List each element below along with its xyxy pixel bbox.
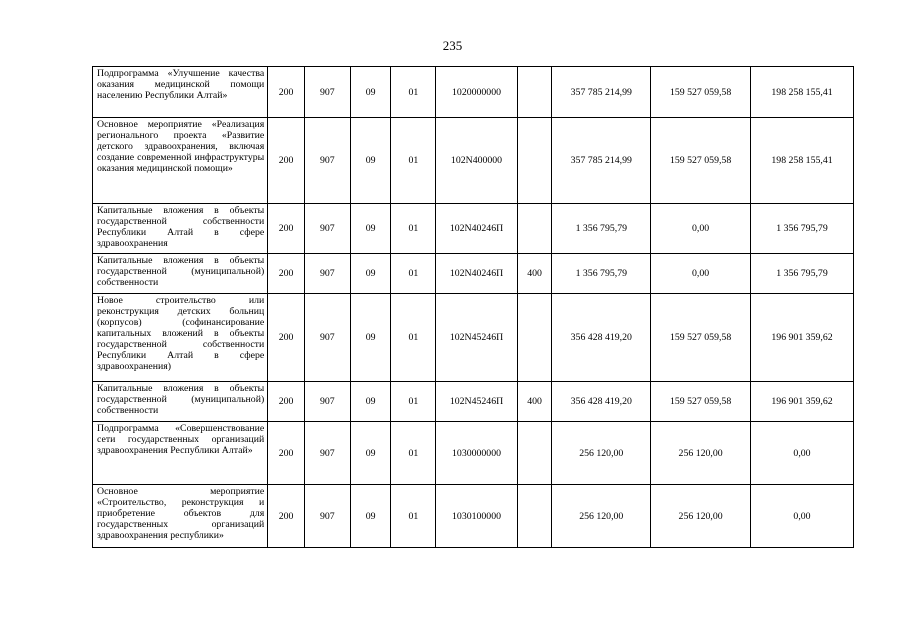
row-name-cell: Капитальные вложения в объекты государственной (муниципальной) собственности xyxy=(93,254,268,294)
table-row xyxy=(93,254,854,294)
table-row xyxy=(93,204,854,254)
col-2-cell: 907 xyxy=(304,485,350,548)
table-row xyxy=(93,294,854,382)
page-number: 235 xyxy=(442,38,463,53)
table-row xyxy=(93,422,854,485)
col-4-cell: 01 xyxy=(391,422,436,485)
col-2-cell: 907 xyxy=(304,204,350,254)
row-name-cell: Новое строительство или реконструкция детских больниц (корпусов) (софинансирование капитальных вложений в объекты государственной собственности Республики Алтай в сфере здравоохранения) xyxy=(93,294,268,382)
col-4-cell: 01 xyxy=(391,254,436,294)
type-cell xyxy=(517,67,552,118)
col-1-cell: 200 xyxy=(268,422,305,485)
budget-table xyxy=(92,66,854,548)
row-name-cell: Основное мероприятие «Строительство, реконструкция и приобретение объектов для государственных организаций здравоохранения республики» xyxy=(93,485,268,548)
code-cell: 102N45246П xyxy=(436,294,517,382)
table-row xyxy=(93,67,854,118)
code-cell: 1020000000 xyxy=(436,67,517,118)
col-4-cell: 01 xyxy=(391,67,436,118)
value-2-cell: 1 356 795,79 xyxy=(751,254,854,294)
code-cell: 102N40246П xyxy=(436,254,517,294)
value-2-cell: 198 258 155,41 xyxy=(751,67,854,118)
value-2-cell: 196 901 359,62 xyxy=(751,382,854,422)
col-1-cell: 200 xyxy=(268,67,305,118)
row-name-cell: Капитальные вложения в объекты государственной собственности Республики Алтай в сфере здравоохранения xyxy=(93,204,268,254)
code-cell: 1030100000 xyxy=(436,485,517,548)
code-cell: 1030000000 xyxy=(436,422,517,485)
type-cell xyxy=(517,422,552,485)
table-row xyxy=(93,118,854,204)
value-1-cell: 256 120,00 xyxy=(651,485,751,548)
type-cell xyxy=(517,485,552,548)
table-row xyxy=(93,382,854,422)
value-1-cell: 256 120,00 xyxy=(651,422,751,485)
col-2-cell: 907 xyxy=(304,118,350,204)
col-3-cell: 09 xyxy=(350,254,391,294)
total-cell: 1 356 795,79 xyxy=(552,254,651,294)
col-2-cell: 907 xyxy=(304,254,350,294)
value-1-cell: 159 527 059,58 xyxy=(651,294,751,382)
type-cell xyxy=(517,294,552,382)
value-1-cell: 0,00 xyxy=(651,254,751,294)
code-cell: 102N40246П xyxy=(436,204,517,254)
col-3-cell: 09 xyxy=(350,422,391,485)
table-row xyxy=(93,485,854,548)
total-cell: 356 428 419,20 xyxy=(552,294,651,382)
value-1-cell: 159 527 059,58 xyxy=(651,118,751,204)
col-4-cell: 01 xyxy=(391,294,436,382)
col-3-cell: 09 xyxy=(350,204,391,254)
value-1-cell: 159 527 059,58 xyxy=(651,67,751,118)
value-2-cell: 198 258 155,41 xyxy=(751,118,854,204)
col-3-cell: 09 xyxy=(350,485,391,548)
col-1-cell: 200 xyxy=(268,204,305,254)
col-2-cell: 907 xyxy=(304,67,350,118)
type-cell xyxy=(517,118,552,204)
col-3-cell: 09 xyxy=(350,67,391,118)
code-cell: 102N45246П xyxy=(436,382,517,422)
col-4-cell: 01 xyxy=(391,204,436,254)
total-cell: 1 356 795,79 xyxy=(552,204,651,254)
row-name-cell: Капитальные вложения в объекты государственной (муниципальной) собственности xyxy=(93,382,268,422)
type-cell: 400 xyxy=(517,254,552,294)
value-2-cell: 0,00 xyxy=(751,485,854,548)
code-cell: 102N400000 xyxy=(436,118,517,204)
type-cell xyxy=(517,204,552,254)
col-4-cell: 01 xyxy=(391,485,436,548)
total-cell: 357 785 214,99 xyxy=(552,118,651,204)
row-name-cell: Основное мероприятие «Реализация регионального проекта «Развитие детского здравоохранения, включая создание современной инфраструктуры оказания медицинской помощи» xyxy=(93,118,268,204)
value-1-cell: 0,00 xyxy=(651,204,751,254)
value-2-cell: 1 356 795,79 xyxy=(751,204,854,254)
total-cell: 357 785 214,99 xyxy=(552,67,651,118)
total-cell: 256 120,00 xyxy=(552,485,651,548)
col-1-cell: 200 xyxy=(268,294,305,382)
col-1-cell: 200 xyxy=(268,118,305,204)
col-3-cell: 09 xyxy=(350,118,391,204)
total-cell: 356 428 419,20 xyxy=(552,382,651,422)
col-2-cell: 907 xyxy=(304,382,350,422)
col-4-cell: 01 xyxy=(391,118,436,204)
col-1-cell: 200 xyxy=(268,485,305,548)
col-4-cell: 01 xyxy=(391,382,436,422)
value-2-cell: 196 901 359,62 xyxy=(751,294,854,382)
value-1-cell: 159 527 059,58 xyxy=(651,382,751,422)
row-name-cell: Подпрограмма «Улучшение качества оказания медицинской помощи населению Республики Алтай» xyxy=(93,67,268,118)
col-1-cell: 200 xyxy=(268,382,305,422)
col-3-cell: 09 xyxy=(350,382,391,422)
budget-table-body xyxy=(93,67,854,548)
type-cell: 400 xyxy=(517,382,552,422)
row-name-cell: Подпрограмма «Совершенствование сети государственных организаций здравоохранения Республики Алтай» xyxy=(93,422,268,485)
col-1-cell: 200 xyxy=(268,254,305,294)
total-cell: 256 120,00 xyxy=(552,422,651,485)
col-2-cell: 907 xyxy=(304,294,350,382)
col-2-cell: 907 xyxy=(304,422,350,485)
value-2-cell: 0,00 xyxy=(751,422,854,485)
col-3-cell: 09 xyxy=(350,294,391,382)
